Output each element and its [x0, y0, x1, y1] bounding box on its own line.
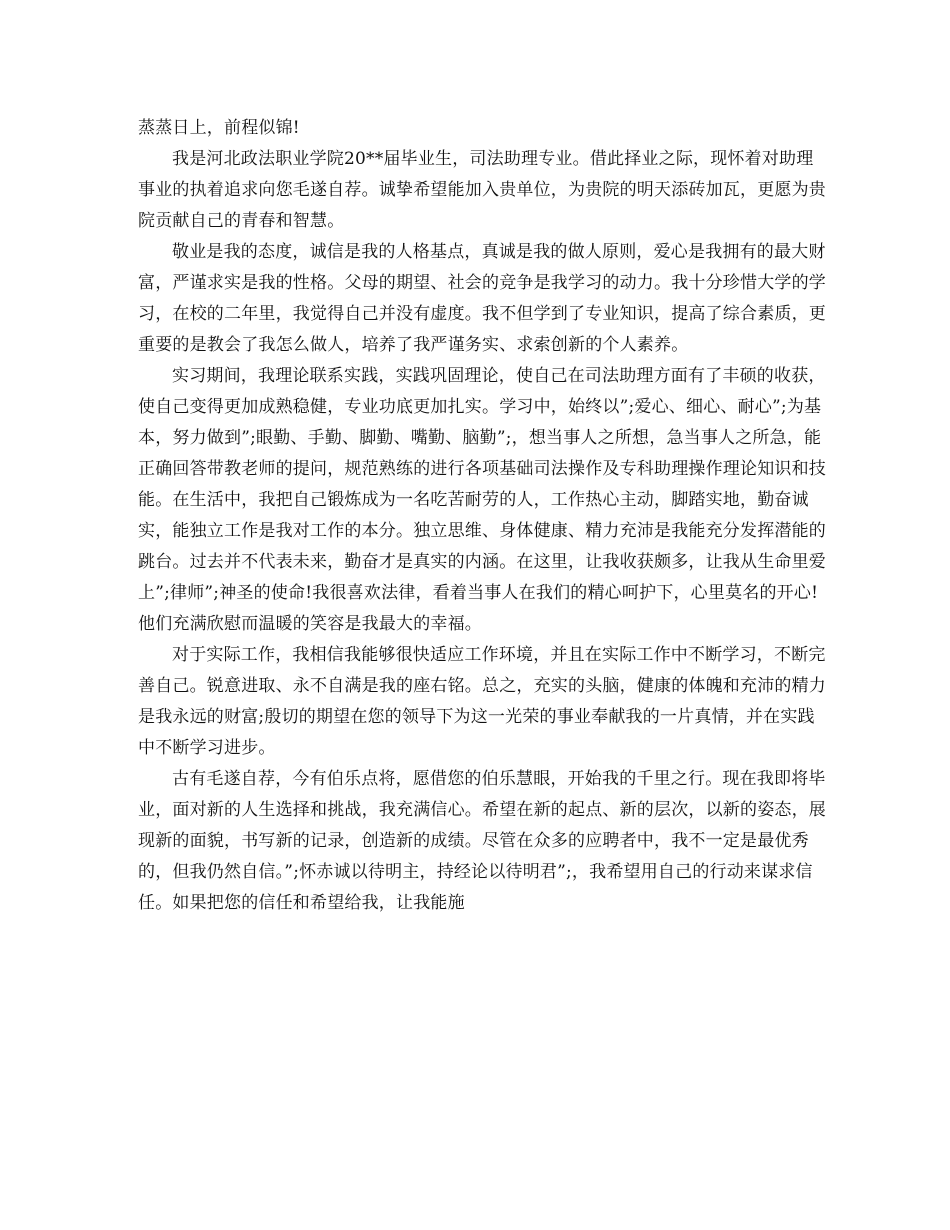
paragraph-work-attitude: 对于实际工作，我相信我能够很快适应工作环境，并且在实际工作中不断学习，不断完善自己。锐意进取、永不自满是我的座右铭。总之，充实的头脑，健康的体魄和充沛的精力是我永远的财富;殷切的期望在您的领导下为这一光荣的事业奉献我的一片真情，并在实践中不断学习进步。 [138, 645, 826, 758]
paragraph-introduction: 我是河北政法职业学院20**届毕业生，司法助理专业。借此择业之际，现怀着对助理事业的执着追求向您毛遂自荐。诚挚希望能加入贵单位，为贵院的明天添砖加瓦，更愿为贵院贡献自己的青春和智慧。 [138, 149, 826, 231]
paragraph-internship: 实习期间，我理论联系实践，实践巩固理论，使自己在司法助理方面有了丰硕的收获，使自己变得更加成熟稳健，专业功底更加扎实。学习中，始终以”;爱心、细心、耐心”;为基本，努力做到”;眼勤、手勤、脚勤、嘴勤、脑勤”;，想当事人之所想，急当事人之所急，能正确回答带教老师的提问，规范熟练的进行各项基础司法操作及专科助理操作理论知识和技能。在生活中，我把自己锻炼成为一名吃苦耐劳的人，工作热心主动，脚踏实地，勤奋诚实，能独立工作是我对工作的本分。独立思维、身体健康、精力充沛是我能充分发挥潜能的跳台。过去并不代表未来，勤奋才是真实的内涵。在这里，让我收获颇多，让我从生命里爱上”;律师”;神圣的使命!我很喜欢法律，看着当事人在我们的精心呵护下，心里莫名的开心!他们充满欣慰而温暖的笑容是我最大的幸福。 [138, 366, 826, 634]
document-body [138, 113, 828, 919]
paragraph-continuation: 蒸蒸日上，前程似锦! [138, 118, 300, 138]
paragraph-closing: 古有毛遂自荐，今有伯乐点将，愿借您的伯乐慧眼，开始我的千里之行。现在我即将毕业，面对新的人生选择和挑战，我充满信心。希望在新的起点、新的层次，以新的姿态，展现新的面貌，书写新的记录，创造新的成绩。尽管在众多的应聘者中，我不一定是最优秀的，但我仍然自信。”;怀赤诚以待明主，持经论以待明君”;，我希望用自己的行动来谋求信任。如果把您的信任和希望给我，让我能施 [138, 769, 826, 913]
paragraph-character: 敬业是我的态度，诚信是我的人格基点，真诚是我的做人原则，爱心是我拥有的最大财富，严谨求实是我的性格。父母的期望、社会的竞争是我学习的动力。我十分珍惜大学的学习，在校的二年里，我觉得自己并没有虚度。我不但学到了专业知识，提高了综合素质，更重要的是教会了我怎么做人，培养了我严谨务实、求索创新的个人素养。 [138, 242, 826, 355]
